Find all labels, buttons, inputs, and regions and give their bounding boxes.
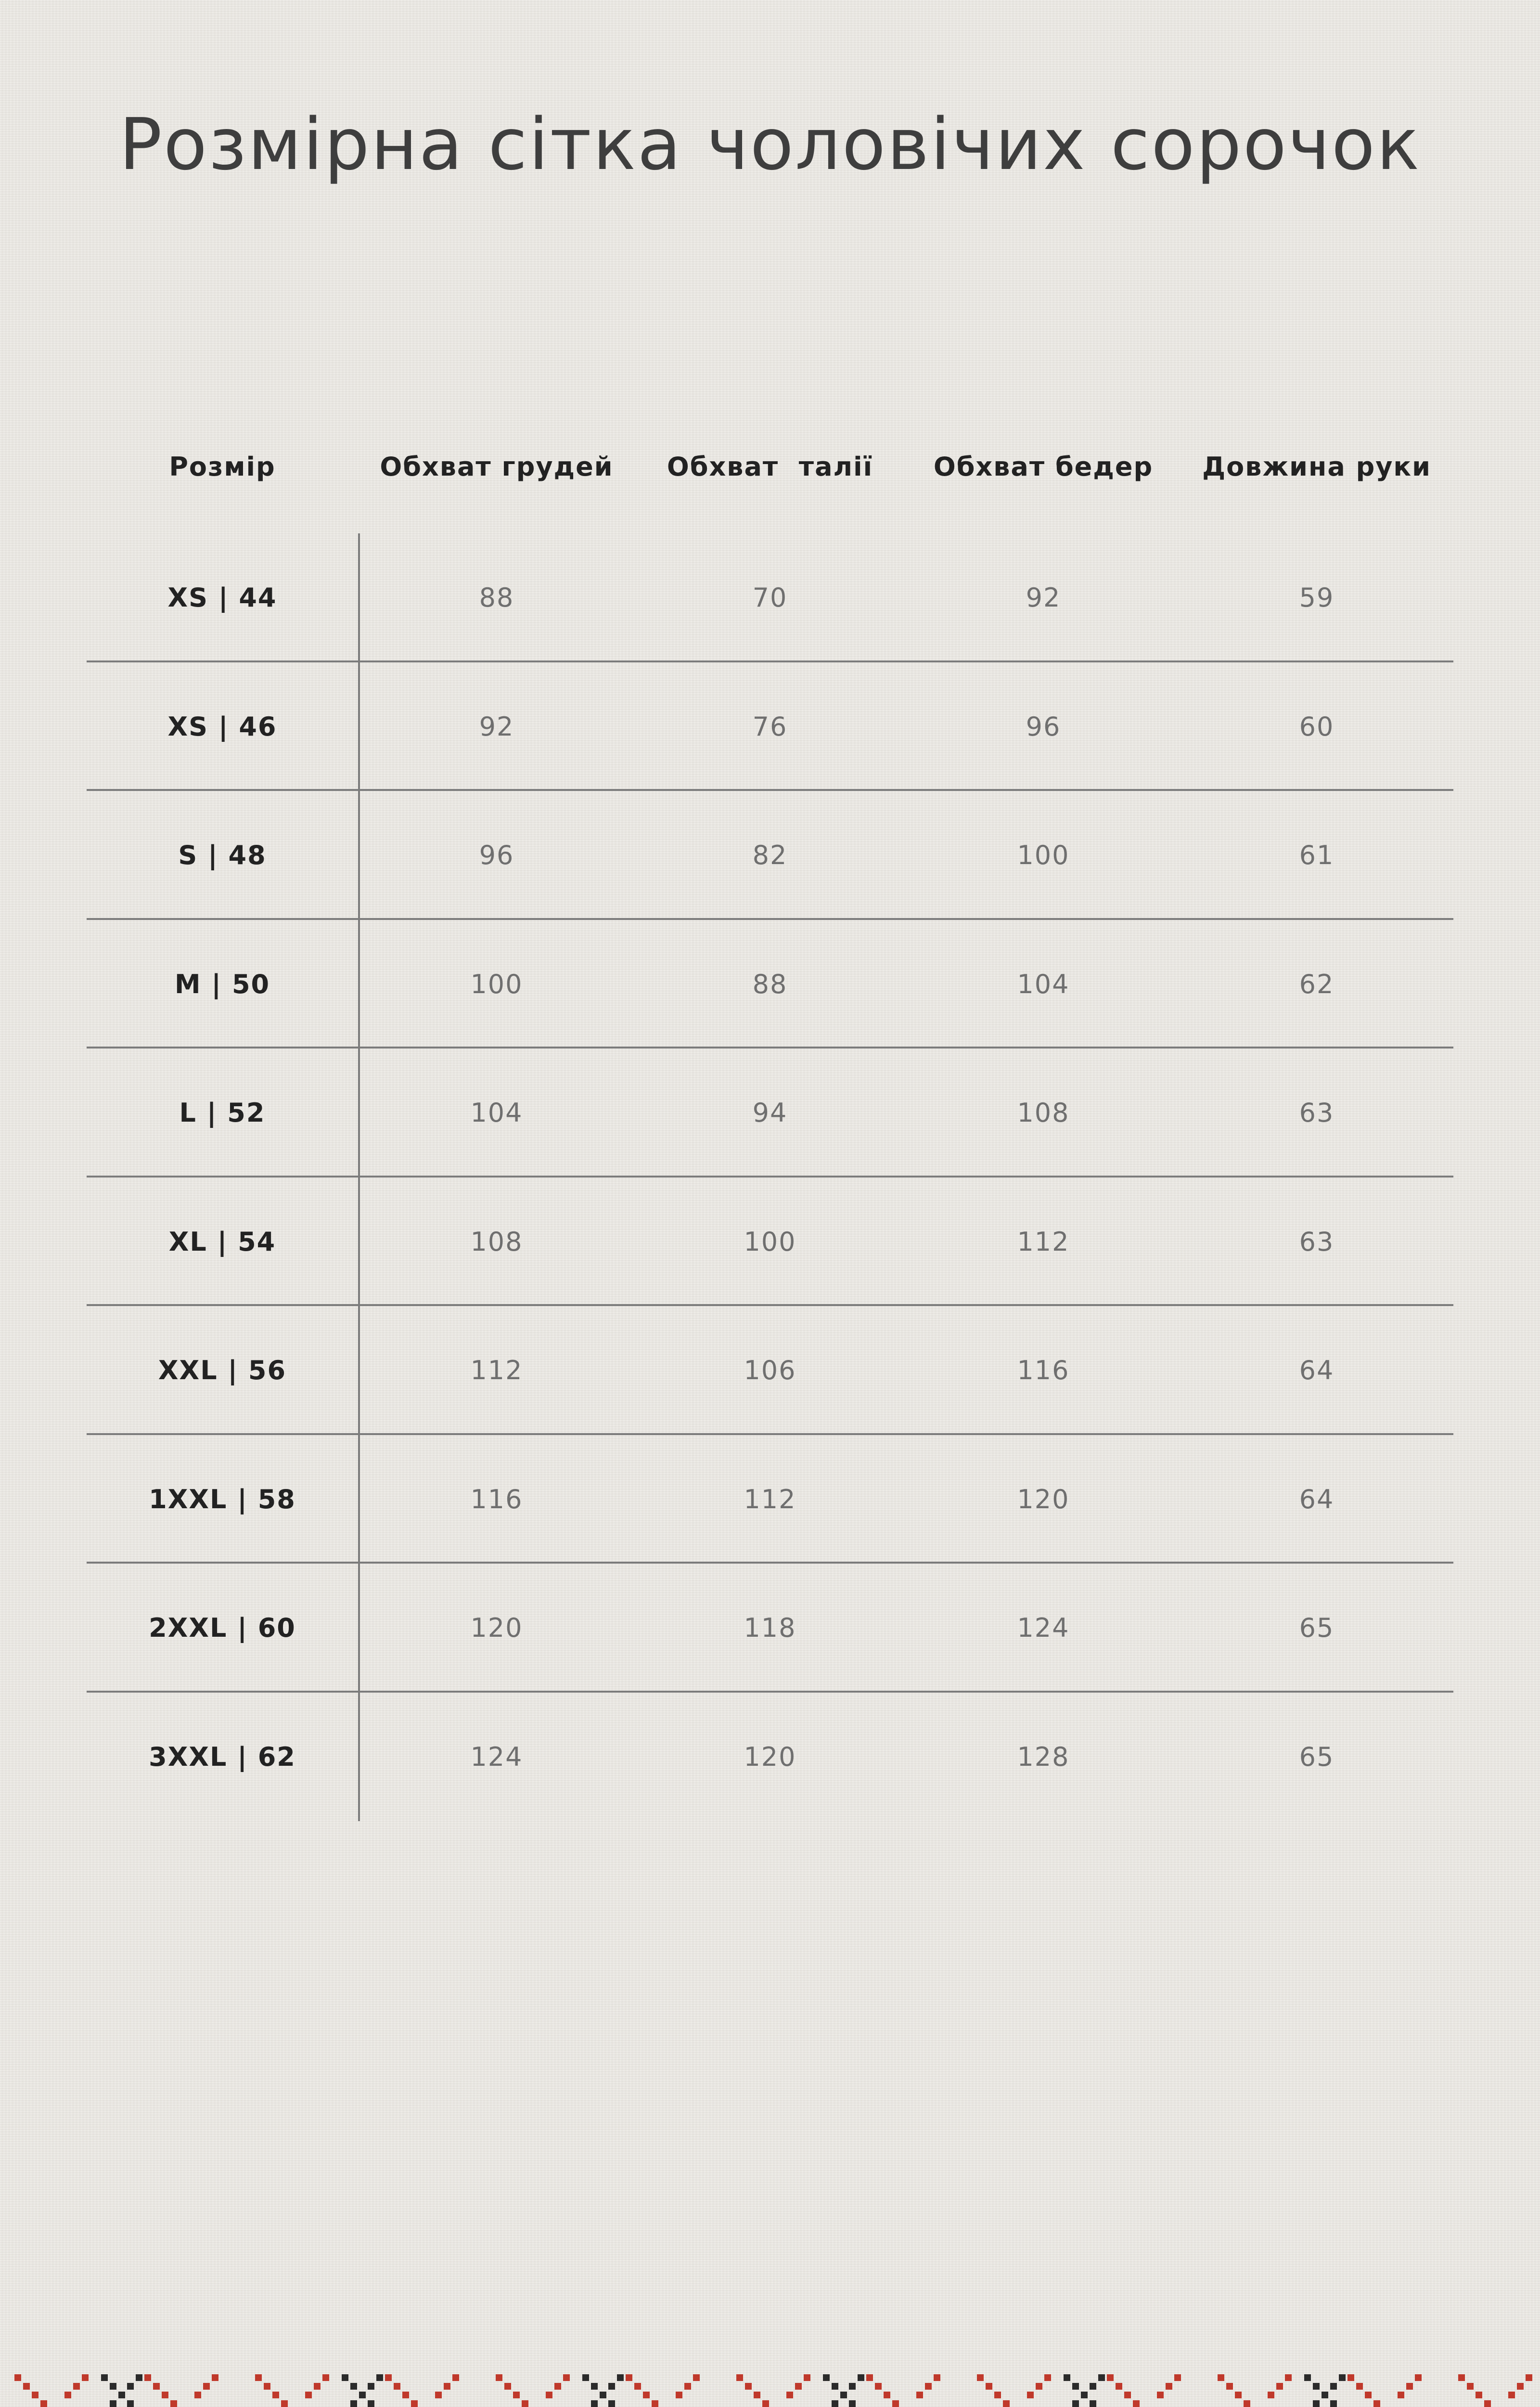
- chest-cell: 108: [470, 1226, 523, 1257]
- hips-cell: 104: [1017, 969, 1070, 999]
- chest-cell: 88: [479, 582, 514, 613]
- waist-cell: 94: [752, 1098, 788, 1128]
- column-header-waist: Обхват талії: [667, 452, 873, 482]
- hips-cell: 108: [1017, 1098, 1070, 1128]
- size-column-divider: [358, 533, 360, 1821]
- chest-cell: 124: [470, 1741, 523, 1772]
- size-cell: 3XXL | 62: [149, 1741, 296, 1772]
- waist-cell: 100: [744, 1226, 796, 1257]
- waist-cell: 82: [752, 840, 788, 870]
- sleeve-cell: 64: [1299, 1355, 1335, 1385]
- hips-cell: 128: [1017, 1741, 1070, 1772]
- chest-cell: 104: [470, 1098, 523, 1128]
- table-row: [87, 533, 1453, 662]
- sleeve-cell: 64: [1299, 1484, 1335, 1514]
- table-row: [87, 662, 1453, 791]
- chest-cell: 92: [479, 711, 514, 742]
- sleeve-cell: 59: [1299, 582, 1335, 613]
- embroidery-ornament-icon: [0, 2365, 1540, 2407]
- hips-cell: 92: [1026, 582, 1061, 613]
- table-row: [87, 1693, 1453, 1822]
- size-cell: XS | 46: [167, 711, 277, 742]
- hips-cell: 124: [1017, 1613, 1070, 1643]
- hips-cell: 116: [1017, 1355, 1070, 1385]
- size-cell: S | 48: [178, 840, 267, 870]
- hips-cell: 96: [1026, 711, 1061, 742]
- table-row: [87, 1048, 1453, 1178]
- sleeve-cell: 62: [1299, 969, 1335, 999]
- column-header-chest: Обхват грудей: [380, 452, 614, 482]
- sleeve-cell: 63: [1299, 1226, 1335, 1257]
- table-header-row: [87, 424, 1453, 510]
- waist-cell: 76: [752, 711, 788, 742]
- size-cell: 1XXL | 58: [149, 1484, 296, 1514]
- waist-cell: 88: [752, 969, 788, 999]
- page-title: Розмірна сітка чоловічих сорочок: [119, 103, 1421, 186]
- table-row: [87, 1178, 1453, 1307]
- waist-cell: 70: [752, 582, 788, 613]
- hips-cell: 120: [1017, 1484, 1070, 1514]
- waist-cell: 112: [744, 1484, 796, 1514]
- sleeve-cell: 63: [1299, 1098, 1335, 1128]
- chest-cell: 116: [470, 1484, 523, 1514]
- chest-cell: 100: [470, 969, 523, 999]
- column-header-hips: Обхват бедер: [933, 452, 1154, 482]
- column-header-size: Розмір: [169, 452, 276, 482]
- size-cell: 2XXL | 60: [149, 1613, 296, 1643]
- sleeve-cell: 65: [1299, 1741, 1335, 1772]
- waist-cell: 120: [744, 1741, 796, 1772]
- table-row: [87, 1435, 1453, 1564]
- hips-cell: 100: [1017, 840, 1070, 870]
- size-cell: XS | 44: [167, 582, 277, 613]
- chest-cell: 112: [470, 1355, 523, 1385]
- hips-cell: 112: [1017, 1226, 1070, 1257]
- chest-cell: 96: [479, 840, 514, 870]
- column-header-sleeve: Довжина руки: [1202, 452, 1431, 482]
- sleeve-cell: 60: [1299, 711, 1335, 742]
- sleeve-cell: 61: [1299, 840, 1335, 870]
- table-row: [87, 1306, 1453, 1435]
- size-cell: L | 52: [179, 1098, 266, 1128]
- waist-cell: 106: [744, 1355, 796, 1385]
- size-cell: M | 50: [174, 969, 270, 999]
- size-cell: XL | 54: [168, 1226, 276, 1257]
- table-row: [87, 920, 1453, 1049]
- table-row: [87, 791, 1453, 920]
- table-row: [87, 1564, 1453, 1693]
- size-cell: XXL | 56: [158, 1355, 287, 1385]
- waist-cell: 118: [744, 1613, 796, 1643]
- sleeve-cell: 65: [1299, 1613, 1335, 1643]
- chest-cell: 120: [470, 1613, 523, 1643]
